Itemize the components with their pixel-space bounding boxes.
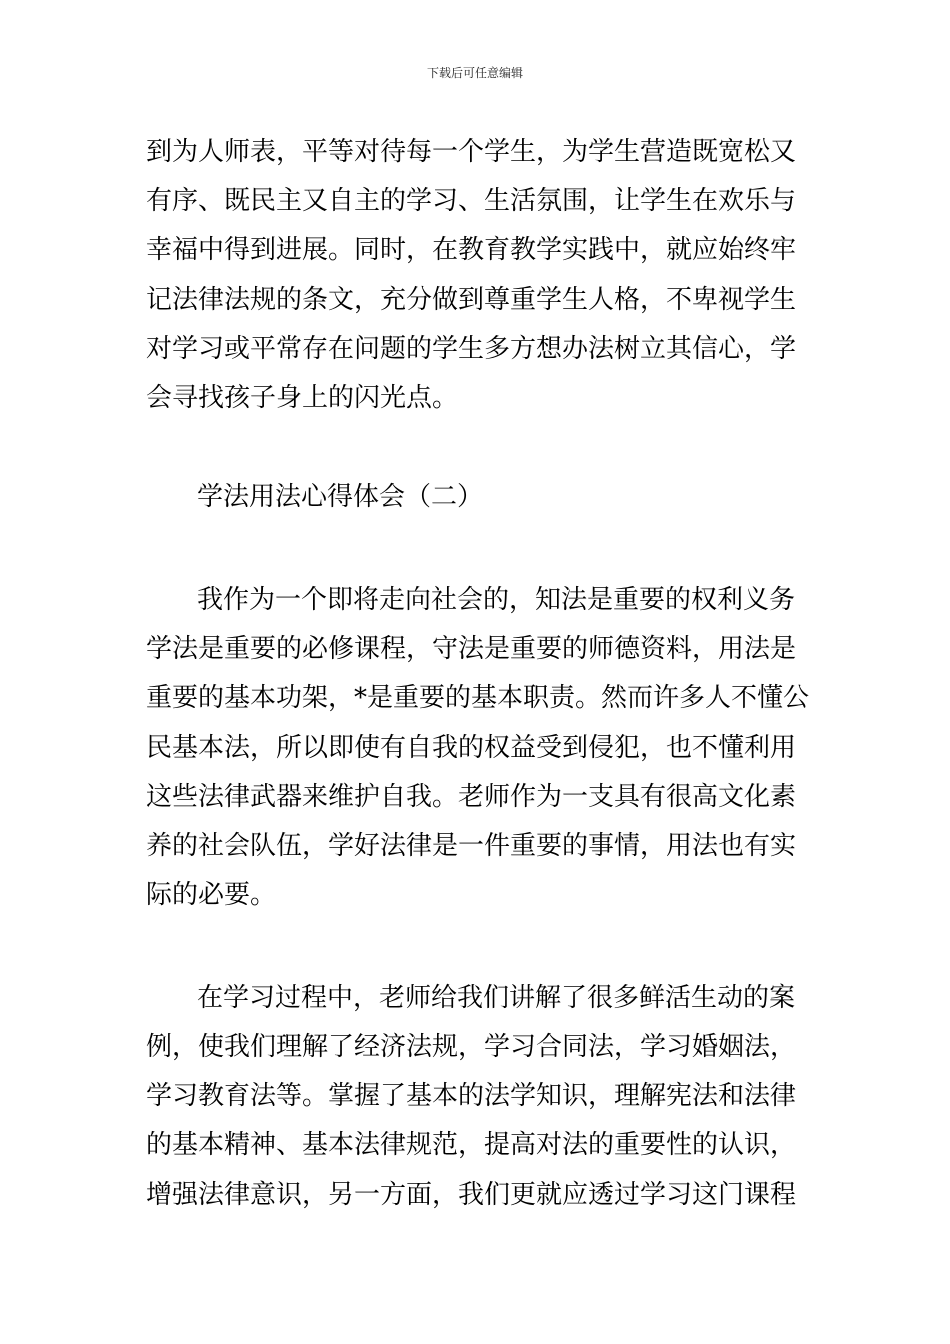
text-line: 养的社会队伍，学好法律是一件重要的事情，用法也有实 (146, 831, 797, 861)
text-line: 会寻找孩子身上的闪光点。 (146, 383, 459, 413)
text-line: 在学习过程中，老师给我们讲解了很多鲜活生动的案 (197, 983, 796, 1013)
page-header: 下载后可任意编辑 (426, 66, 523, 80)
text-line: 学习教育法等。掌握了基本的法学知识，理解宪法和法律 (146, 1081, 797, 1111)
text-line: 幸福中得到进展。同时，在教育教学实践中，就应始终牢 (146, 235, 797, 265)
text-line: 我作为一个即将走向社会的，知法是重要的权利义务 (197, 585, 796, 615)
text-line: 的基本精神、基本法律规范，提高对法的重要性的认识， (146, 1130, 797, 1160)
text-line: 对学习或平常存在问题的学生多方想办法树立其信心，学 (146, 334, 797, 364)
text-line: 例，使我们理解了经济法规，学习合同法，学习婚姻法， (146, 1032, 797, 1062)
text-line: 学法是重要的必修课程，守法是重要的师德资料，用法是 (146, 634, 797, 664)
text-line: 民基本法，所以即使有自我的权益受到侵犯，也不懂利用 (146, 733, 797, 763)
text-line: 到为人师表，平等对待每一个学生，为学生营造既宽松又 (146, 137, 797, 167)
text-line: 这些法律武器来维护自我。老师作为一支具有很高文化素 (146, 782, 797, 812)
text-line: 记法律法规的条文，充分做到尊重学生人格，不卑视学生 (146, 285, 797, 315)
section-title: 学法用法心得体会（二） (197, 482, 484, 512)
text-line: 重要的基本功架，*是重要的基本职责。然而许多人不懂公 (146, 683, 810, 713)
text-line: 际的必要。 (146, 880, 277, 910)
text-line: 有序、既民主又自主的学习、生活氛围，让学生在欢乐与 (146, 186, 797, 216)
text-line: 增强法律意识，另一方面，我们更就应透过学习这门课程 (146, 1180, 797, 1210)
